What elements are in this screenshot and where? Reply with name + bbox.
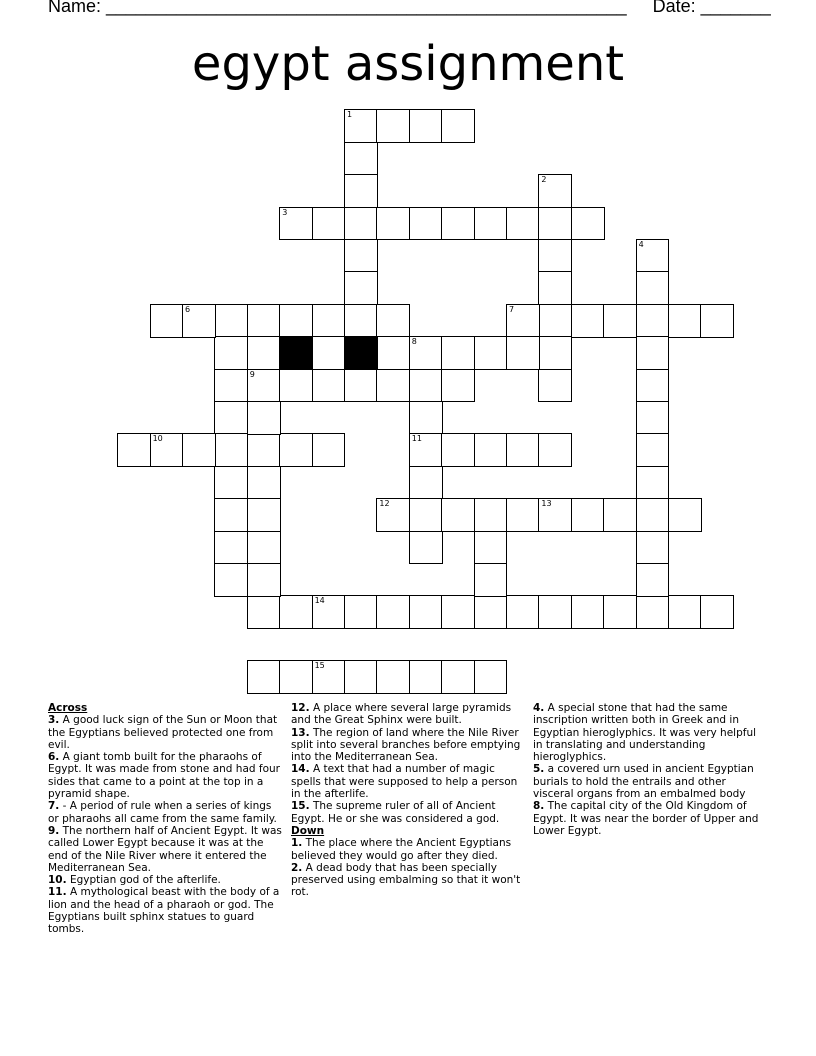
grid-cell[interactable]	[538, 498, 572, 532]
clue-item	[291, 837, 523, 862]
clue-item	[48, 886, 282, 935]
grid-cell[interactable]	[474, 595, 508, 629]
clue-number-label: 7	[509, 304, 515, 314]
grid-cell[interactable]	[538, 271, 572, 305]
grid-cell[interactable]	[474, 336, 508, 370]
clue-text: Egyptian god of the afterlife.	[66, 874, 221, 887]
clue-number-label: 13	[541, 499, 552, 509]
grid-cell[interactable]	[247, 401, 281, 435]
grid-cell[interactable]	[312, 304, 346, 338]
clue-number: 14.	[291, 763, 310, 776]
clue-number-label: 9	[249, 369, 255, 379]
grid-cell[interactable]	[279, 433, 313, 467]
clue-text: The place where the Ancient Egyptians believed they would go after they died.	[291, 837, 512, 862]
grid-cell[interactable]	[441, 369, 475, 403]
grid-cell[interactable]	[279, 304, 313, 338]
clue-text: A text that had a number of magic spells that were supposed to help a person in the afterlife.	[291, 763, 518, 801]
grid-cell[interactable]	[344, 304, 378, 338]
grid-cell[interactable]	[441, 109, 475, 143]
grid-cell[interactable]	[344, 369, 378, 403]
grid-cell[interactable]	[247, 595, 281, 629]
grid-cell[interactable]	[214, 304, 248, 338]
across-heading: Across	[48, 702, 88, 714]
clue-item	[291, 800, 523, 825]
clue-item	[48, 825, 282, 874]
grid-cell[interactable]	[117, 433, 151, 467]
grid-cell[interactable]	[344, 239, 378, 273]
clue-text: A mythological beast with the body of a lion and the head of a pharaoh or god. The Egyptians built sphinx statues to guard tombs.	[48, 886, 280, 936]
clue-item	[48, 751, 282, 800]
date-field-label: Date: _______	[652, 0, 771, 16]
clue-item	[291, 763, 523, 800]
grid-cell[interactable]	[636, 271, 670, 305]
clue-number-label: 2	[541, 175, 547, 185]
grid-cell[interactable]	[247, 466, 281, 500]
grid-cell[interactable]	[214, 531, 248, 565]
clue-number: 13.	[291, 726, 310, 739]
clue-number: 8.	[533, 800, 545, 813]
grid-cell[interactable]	[247, 304, 281, 338]
grid-cell[interactable]	[506, 304, 540, 338]
grid-cell[interactable]	[571, 207, 605, 241]
clues-column-2	[291, 702, 523, 899]
grid-cell[interactable]	[636, 466, 670, 500]
grid-cell[interactable]	[279, 595, 313, 629]
clue-text: The northern half of Ancient Egypt. It was called Lower Egypt because it was at the end of the Nile River where it entered the Mediterranean Sea.	[48, 824, 282, 874]
clue-number: 1.	[291, 837, 303, 850]
clue-number: 3.	[48, 714, 60, 727]
grid-cell[interactable]	[376, 336, 410, 370]
clue-number-label: 11	[411, 434, 422, 444]
clue-number-label: 15	[314, 661, 325, 671]
grid-cell[interactable]	[376, 595, 410, 629]
clue-item	[533, 702, 768, 763]
name-field-label: Name: ____________________________________________________	[48, 0, 627, 16]
grid-cell[interactable]	[636, 595, 670, 629]
grid-cell[interactable]	[312, 207, 346, 241]
grid-cell[interactable]	[409, 531, 443, 565]
grid-cell[interactable]	[603, 498, 637, 532]
clue-number-label: 1	[347, 110, 353, 120]
grid-cell[interactable]	[409, 595, 443, 629]
grid-cell[interactable]	[538, 304, 572, 338]
clue-number-label: 12	[379, 499, 390, 509]
grid-cell[interactable]	[571, 595, 605, 629]
grid-cell[interactable]	[409, 660, 443, 694]
grid-cell[interactable]	[344, 109, 378, 143]
grid-cell[interactable]	[344, 271, 378, 305]
clue-number: 6.	[48, 751, 60, 764]
clue-number: 5.	[533, 763, 545, 776]
grid-cell[interactable]	[182, 304, 216, 338]
grid-cell[interactable]	[214, 369, 248, 403]
grid-cell[interactable]	[214, 433, 248, 467]
grid-cell[interactable]	[441, 433, 475, 467]
grid-cell[interactable]	[441, 595, 475, 629]
black-cell	[344, 336, 378, 370]
grid-cell[interactable]	[409, 466, 443, 500]
clues-column-1	[48, 702, 282, 936]
grid-cell[interactable]	[409, 109, 443, 143]
grid-cell[interactable]	[603, 595, 637, 629]
clue-number-label: 8	[411, 337, 417, 347]
grid-cell[interactable]	[344, 660, 378, 694]
grid-cell[interactable]	[150, 433, 184, 467]
clue-text: a covered urn used in ancient Egyptian burials to hold the entrails and other visceral organs from an embalmed body	[533, 763, 754, 801]
grid-cell[interactable]	[182, 433, 216, 467]
grid-cell[interactable]	[376, 660, 410, 694]
grid-cell[interactable]	[409, 369, 443, 403]
grid-cell[interactable]	[214, 498, 248, 532]
grid-cell[interactable]	[441, 498, 475, 532]
clue-text: A giant tomb built for the pharaohs of Egypt. It was made from stone and had four sides that came to a point at the top in a pyramid shape.	[48, 751, 280, 801]
clue-number-label: 3	[282, 207, 288, 217]
grid-cell[interactable]	[279, 660, 313, 694]
clue-number: 4.	[533, 702, 545, 714]
clue-number: 10.	[48, 874, 67, 887]
grid-cell[interactable]	[441, 336, 475, 370]
grid-cell[interactable]	[344, 174, 378, 208]
grid-cell[interactable]	[474, 531, 508, 565]
grid-cell[interactable]	[636, 433, 670, 467]
grid-cell[interactable]	[668, 595, 702, 629]
grid-cell[interactable]	[668, 498, 702, 532]
grid-cell[interactable]	[376, 207, 410, 241]
grid-cell[interactable]	[700, 304, 734, 338]
grid-cell[interactable]	[312, 336, 346, 370]
grid-cell[interactable]	[668, 304, 702, 338]
grid-cell[interactable]	[636, 401, 670, 435]
clue-item	[48, 714, 282, 751]
grid-cell[interactable]	[441, 660, 475, 694]
clue-text: A special stone that had the same inscription written both in Greek and in Egyptian hieroglyphics. It was very helpful in translating and understanding hieroglyphics.	[533, 702, 757, 764]
clue-text: A good luck sign of the Sun or Moon that the Egyptians believed protected one from evil.	[48, 714, 278, 751]
grid-cell[interactable]	[474, 498, 508, 532]
clue-number: 12.	[291, 702, 310, 714]
grid-cell[interactable]	[376, 498, 410, 532]
grid-cell[interactable]	[506, 498, 540, 532]
clue-text: - A period of rule when a series of kings or pharaohs all came from the same family.	[48, 800, 277, 825]
clue-item	[533, 800, 768, 837]
page-title: egypt assignment	[191, 36, 625, 92]
clue-number-label: 4	[638, 240, 644, 249]
grid-cell[interactable]	[247, 660, 281, 694]
clue-number: 11.	[48, 886, 67, 899]
grid-cell[interactable]	[214, 563, 248, 597]
grid-cell[interactable]	[506, 336, 540, 370]
clue-number: 9.	[48, 824, 60, 837]
grid-cell[interactable]	[344, 595, 378, 629]
grid-cell[interactable]	[474, 207, 508, 241]
grid-cell[interactable]	[538, 369, 572, 403]
grid-cell[interactable]	[538, 595, 572, 629]
clue-text: A place where several large pyramids and the Great Sphinx were built.	[291, 702, 512, 727]
grid-cell[interactable]	[150, 304, 184, 338]
grid-cell[interactable]	[636, 498, 670, 532]
grid-cell[interactable]	[409, 498, 443, 532]
grid-cell[interactable]	[506, 433, 540, 467]
grid-cell[interactable]	[700, 595, 734, 629]
clue-item	[291, 727, 523, 764]
clue-text: The capital city of the Old Kingdom of Egypt. It was near the border of Upper and Lower Egypt.	[533, 800, 759, 837]
grid-cell[interactable]	[474, 563, 508, 597]
grid-cell[interactable]	[538, 174, 572, 208]
grid-cell[interactable]	[247, 498, 281, 532]
grid-cell[interactable]	[636, 369, 670, 403]
grid-cell[interactable]	[279, 207, 313, 241]
clue-number-label: 14	[314, 596, 325, 606]
grid-cell[interactable]	[474, 433, 508, 467]
grid-cell[interactable]	[636, 336, 670, 370]
grid-cell[interactable]	[247, 369, 281, 403]
clue-number-label: 6	[185, 304, 191, 314]
grid-cell[interactable]	[247, 433, 281, 467]
grid-cell[interactable]	[409, 433, 443, 467]
grid-cell[interactable]	[312, 369, 346, 403]
grid-cell[interactable]	[506, 595, 540, 629]
clue-number: 15.	[291, 800, 310, 813]
grid-cell[interactable]	[636, 563, 670, 597]
grid-cell[interactable]	[538, 207, 572, 241]
grid-cell[interactable]	[247, 563, 281, 597]
clue-number: 7.	[48, 800, 60, 813]
clue-item	[291, 702, 523, 727]
grid-cell[interactable]	[538, 336, 572, 370]
clue-number: 2.	[291, 861, 303, 874]
grid-cell[interactable]	[247, 336, 281, 370]
grid-cell[interactable]	[636, 304, 670, 338]
grid-cell[interactable]	[441, 207, 475, 241]
grid-cell[interactable]	[312, 433, 346, 467]
grid-cell[interactable]	[506, 207, 540, 241]
grid-cell[interactable]	[279, 369, 313, 403]
grid-cell[interactable]	[571, 498, 605, 532]
grid-cell[interactable]	[214, 466, 248, 500]
grid-cell[interactable]	[571, 304, 605, 338]
clue-text: A dead body that has been specially preserved using embalming so that it won't rot.	[291, 861, 521, 899]
grid-cell[interactable]	[214, 336, 248, 370]
clue-item	[48, 800, 282, 825]
clue-text: The supreme ruler of all of Ancient Egypt. He or she was considered a god.	[291, 800, 500, 825]
clue-text: The region of land where the Nile River split into several branches before emptying into the Mediterranean Sea.	[291, 726, 521, 764]
clue-item	[48, 874, 282, 886]
grid-cell[interactable]	[214, 401, 248, 435]
grid-cell[interactable]	[409, 336, 443, 370]
grid-cell[interactable]	[344, 207, 378, 241]
black-cell	[279, 336, 313, 370]
grid-cell[interactable]	[376, 369, 410, 403]
grid-cell[interactable]	[538, 433, 572, 467]
grid-cell[interactable]	[312, 595, 346, 629]
grid-cell[interactable]	[376, 304, 410, 338]
clue-number-label: 10	[152, 434, 163, 444]
clue-item	[291, 862, 523, 899]
grid-cell[interactable]	[636, 531, 670, 565]
grid-cell[interactable]	[376, 109, 410, 143]
grid-cell[interactable]	[247, 531, 281, 565]
grid-cell[interactable]	[538, 239, 572, 273]
grid-cell[interactable]	[344, 142, 378, 176]
grid-cell[interactable]	[409, 401, 443, 435]
down-heading: Down	[291, 824, 325, 837]
grid-cell[interactable]	[312, 660, 346, 694]
clue-item	[533, 763, 768, 800]
grid-cell[interactable]	[409, 207, 443, 241]
grid-cell[interactable]	[474, 660, 508, 694]
grid-cell[interactable]	[603, 304, 637, 338]
grid-cell[interactable]	[636, 239, 670, 273]
clues-column-3	[533, 702, 768, 837]
